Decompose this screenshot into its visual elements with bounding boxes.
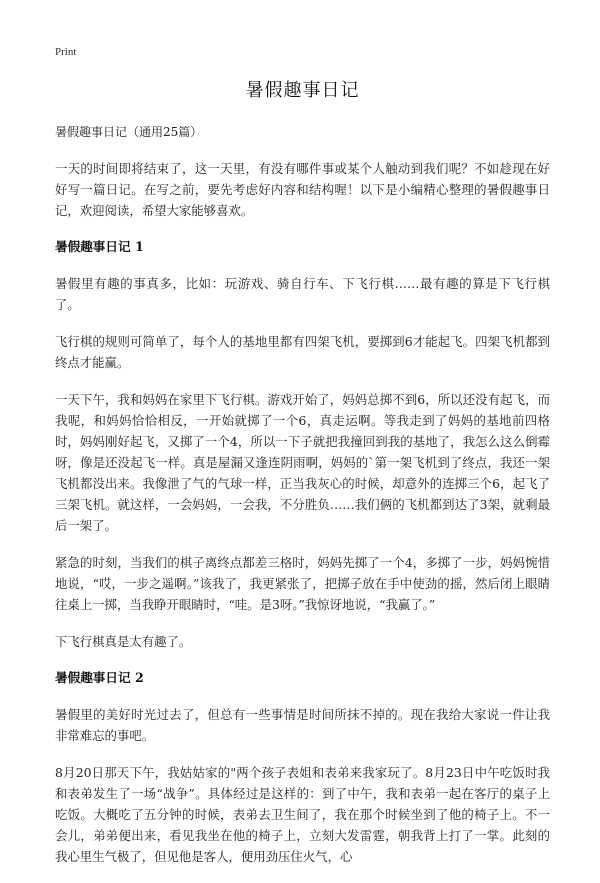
- paragraph: 暑假里的美好时光过去了，但总有一些事情是时间所抹不掉的。现在我给大家说一件让我非常难忘的事吧。: [55, 707, 550, 743]
- document-body: [55, 76, 550, 883]
- print-link[interactable]: Print: [55, 46, 77, 58]
- section-heading: 暑假趣事日记 1: [55, 239, 144, 254]
- paragraph: 一天下午，我和妈妈在家里下飞行棋。游戏开始了，妈妈总掷不到6，所以还没有起飞，而我呢，和妈妈恰恰相反，一开始就掷了一个6，真走运啊。等我走到了妈妈的基地前四格时，妈妈刚好起飞，又掷了一个4，所以一下子就把我撞回到我的基地了，我怎么这么倒霉呀，像是还没起飞一样。真是屋漏又逢连阴雨啊，妈妈的`第一架飞机到了终点，我还一架飞机都没出来。我像泄了气的气球一样，正当我灰心的时候，却意外的连掷三个6，起飞了三架飞机。就这样，一会妈妈，一会我，不分胜负……我们俩的飞机都到达了3架，就剩最后一架了。: [55, 392, 550, 533]
- page-title: 暑假趣事日记: [245, 80, 360, 101]
- document-subtitle: 暑假趣事日记（通用25篇）: [55, 125, 203, 139]
- paragraph: 8月20日那天下午，我姑姑家的"两个孩子表姐和表弟来我家玩了。8月23日中午吃饭时我和表弟发生了一场“战争”。具体经过是这样的：到了中午，我和表弟一起在客厅的桌子上吃饭。大概吃了五分钟的时候，表弟去卫生间了，我在那个时候坐到了他的椅子上。不一会儿，弟弟便出来，看见我坐在他的椅子上，立刻大发雷霆，朝我背上打了一掌。此刻的我心里生气极了，但见他是客人，便用劲压住火气，心: [55, 765, 550, 864]
- intro-paragraph: 一天的时间即将结束了，这一天里，有没有哪件事或某个人触动到我们呢？不如趁现在好好写一篇日记。在写之前，要先考虑好内容和结构喔！以下是小编精心整理的暑假趣事日记，欢迎阅读，希望大家能够喜欢。: [55, 161, 550, 218]
- paragraph: 下飞行棋真是太有趣了。: [55, 634, 192, 649]
- paragraph: 暑假里有趣的事真多，比如：玩游戏、骑自行车、下飞行棋……最有趣的算是下飞行棋了。: [55, 276, 550, 312]
- paragraph: 飞行棋的规则可简单了，每个人的基地里都有四架飞机，要掷到6才能起飞。四架飞机都到终点才能赢。: [55, 334, 550, 370]
- paragraph: 紧急的时刻，当我们的棋子离终点都差三格时，妈妈先掷了一个4，多掷了一步，妈妈惋惜地说，“哎，一步之遥啊。”该我了，我更紧张了，把掷子放在手中使劲的摇，然后闭上眼睛往桌上一掷，当我睁开眼睛时，“哇。是3呀。”我惊讶地说，“我赢了。”: [55, 555, 550, 612]
- section-heading: 暑假趣事日记 2: [55, 670, 144, 685]
